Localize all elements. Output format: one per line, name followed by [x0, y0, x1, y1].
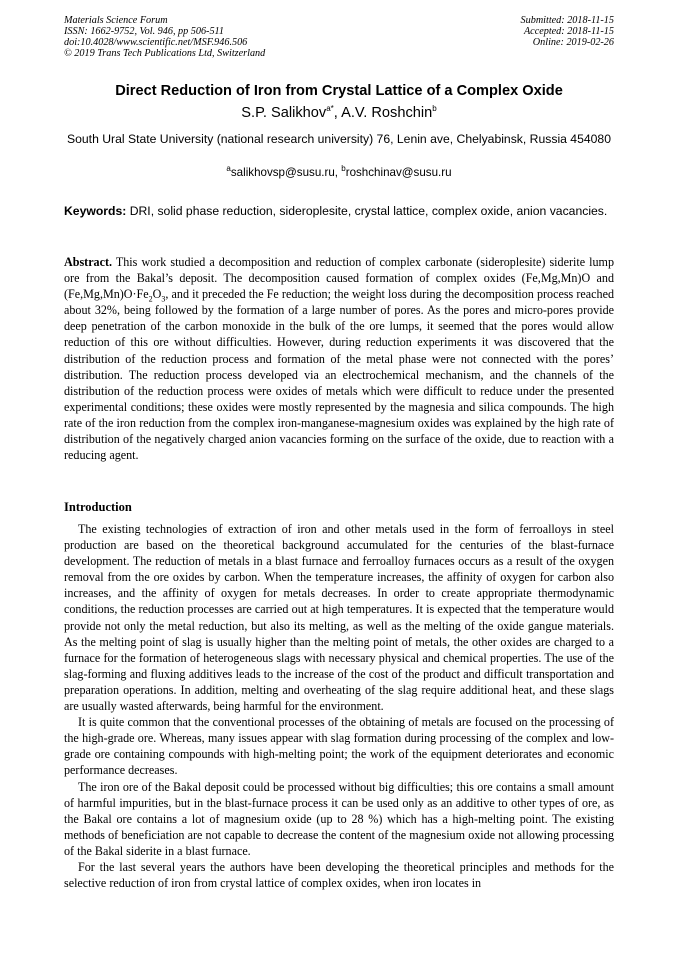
- author-marker: b: [432, 104, 437, 114]
- section-heading-introduction: Introduction: [64, 500, 132, 514]
- author-emails: [40, 165, 638, 180]
- subscript: 3: [161, 294, 166, 304]
- author-marker: a*: [326, 104, 334, 114]
- author-name: S.P. Salikhov: [241, 105, 327, 121]
- keywords: [64, 204, 614, 219]
- email-marker: a: [226, 164, 231, 174]
- subscript: 2: [148, 294, 153, 304]
- paragraph: For the last several years the authors have been developing the theoretical principles and methods for the selective reduction of iron from crystal lattice of complex oxides, when iron locates in: [64, 859, 614, 891]
- accepted-date: Accepted: 2018-11-15: [523, 26, 614, 37]
- paragraph: The existing technologies of extraction of iron and other metals used in the form of ferroalloys in steel production are based on the theoretical background accumulated for the centuries of the blast-furnace development. The reduction of metals in a blast furnace and ferroalloy furnaces occurs as a result of the oxygen removal from the ore oxides by carbon. When the temperature increases, the affinity of oxygen for carbon also increases, and the affinity of oxygen for metals decreases. In order to create appropriate thermodynamic conditions, the reduction processes are carried out at high temperatures. It is expected that the temperature would provide not only the metal reduction, but also its melting, as well as the melting of the oxide gangue materials. As the melting point of slag is usually higher than the melting point of metals, the other oxides are charged to a furnace for the formation of heterogeneous slags with necessary physical and chemical properties. The use of the slag-forming and fluxing additives leads to the increase of the cost of the product and difficult transportation and preparation operations. In addition, melting and overheating of the slag require additional heat, and these slags are usually wasted afterwards, being harmful for the environment.: [64, 522, 614, 714]
- abstract-text: , and it preceded the Fe reduction; the weight loss during the decomposition process reached about 32%, being followed by the formation of a large number of pores. As the pores and micro-pores provide deep penetration of the carbon monoxide in the bulk of the ore lumps, it seemed that the pores would allow reduction of this ore without difficulties. However, during reduction experiments it was discovered that the distribution of the reduction process and formation of the metal phase were not connected with the pores’ distribution. The reduction process developed via an electrochemical mechanism, and the channels of the distribution of the reduction process were oxides of metals which were difficult to reduce under the presented experimental conditions; these oxides were mostly represented by the magnesia and silica compounds. The high rate of the iron reduction from the complex iron-manganese-magnesium oxides was explained by the high rate of distribution of the negatively charged anion vacancies forming on the surface of the oxide, due to reaction with a reducing agent.: [64, 287, 614, 463]
- email-marker: b: [341, 164, 346, 174]
- abstract-label: Abstract.: [64, 255, 113, 269]
- paragraph: The iron ore of the Bakal deposit could be processed without big difficulties; this ore contains a small amount of harmful impurities, but in the blast-furnace process it can be used only as an additive to other types of ore, as the Bakal ore contains a lot of magnesium oxide (up to 28 %) which has a high-melting point. The existing methods of beneficiation are not capable to decrease the content of the magnesium oxide not allowing processing of the Bakal siderite in a blast furnace.: [64, 779, 614, 858]
- author-separator: ,: [333, 105, 342, 121]
- journal-issn: ISSN: 1662-9752, Vol. 946, pp 506-511: [64, 26, 224, 37]
- journal-copyright: © 2019 Trans Tech Publications Ltd, Switzerland: [64, 48, 266, 59]
- abstract-text: This work studied a decomposition and reduction of complex carbonate (sideroplesite) siderite lump ore from the Bakal’s deposit. The decomposition caused formation of complex oxides (Fe,Mg,Mn)O and (Fe,Mg,Mn)O·Fe: [64, 255, 614, 302]
- email-separator: ,: [334, 166, 342, 179]
- journal-name: Materials Science Forum: [64, 15, 168, 26]
- submitted-date: Submitted: 2018-11-15: [520, 15, 614, 26]
- publication-dates: [521, 15, 614, 48]
- abstract-text: O: [152, 287, 162, 302]
- journal-info: [64, 15, 265, 59]
- paragraph: It is quite common that the conventional processes of the obtaining of metals are focused on the processing of the high-grade ore. Whereas, many issues appear with slag formation during processing of the complex and low-grade ore containing compounds with high-melting point; the work of the equipment deteriorates and economic performance decreases.: [64, 715, 614, 778]
- keywords-label: Keywords:: [64, 204, 127, 218]
- author-name: A.V. Roshchin: [341, 105, 433, 121]
- keywords-text: DRI, solid phase reduction, sideroplesite, crystal lattice, complex oxide, anion vacancies.: [126, 204, 608, 218]
- author-list: [40, 104, 638, 122]
- journal-doi[interactable]: doi:10.4028/www.scientific.net/MSF.946.506: [64, 37, 248, 48]
- email-link[interactable]: salikhovsp@susu.ru: [230, 166, 335, 179]
- online-date: Online: 2019-02-26: [532, 37, 614, 48]
- affiliation: South Ural State University (national research university) 76, Lenin ave, Chelyabinsk, Russia 454080: [67, 132, 611, 146]
- email-link[interactable]: roshchinav@susu.ru: [345, 166, 452, 179]
- paper-title: Direct Reduction of Iron from Crystal Lattice of a Complex Oxide: [115, 83, 563, 99]
- introduction-body: [64, 521, 614, 891]
- abstract: [64, 254, 614, 463]
